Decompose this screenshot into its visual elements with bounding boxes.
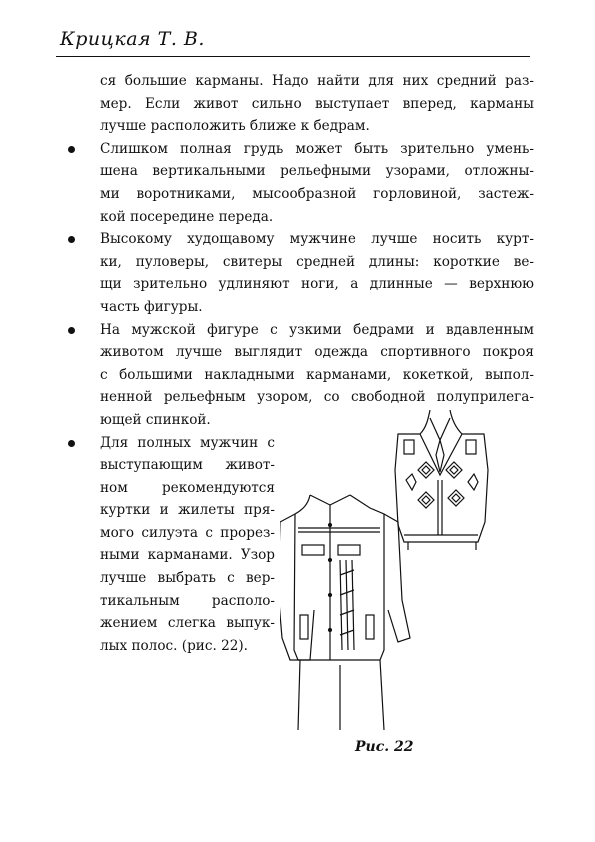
paragraph bbox=[100, 70, 534, 138]
text-line: жением слегка выпук- bbox=[100, 615, 275, 632]
text-line: Слишком полная грудь может быть зрительно умень- bbox=[100, 140, 534, 157]
bullet-icon bbox=[68, 146, 75, 153]
jacket-and-vest-illustration bbox=[280, 410, 560, 740]
vest-drawing bbox=[395, 410, 488, 550]
text-line: кой посередине переда. bbox=[100, 208, 274, 225]
text-line: ными карманами. Узор bbox=[100, 547, 275, 564]
text-line: выступающим живот- bbox=[100, 457, 275, 474]
bullet-icon bbox=[68, 327, 75, 334]
text-line: мого силуэта с прорез- bbox=[100, 524, 275, 541]
page-header bbox=[60, 28, 530, 54]
figure-caption: Рис. 22 bbox=[355, 739, 414, 755]
text-line: с большими накладными карманами, кокеткой, выпол- bbox=[100, 366, 534, 383]
paragraph bbox=[100, 432, 275, 658]
text-line: лучше выбрать с вер- bbox=[100, 570, 275, 587]
text-line: животом лучше выглядит одежда спортивного покроя bbox=[100, 344, 534, 361]
paragraph bbox=[100, 138, 534, 228]
text-line: ющей спинкой. bbox=[100, 411, 211, 428]
bullet-icon bbox=[68, 440, 75, 447]
text-line: ми воротниками, мысообразной горловиной, застеж- bbox=[100, 185, 534, 202]
text-line: лых полос. (рис. 22). bbox=[100, 637, 249, 654]
text-line: Высокому худощавому мужчине лучше носить курт- bbox=[100, 231, 534, 248]
bullet-icon bbox=[68, 236, 75, 243]
text-line: куртки и жилеты пря- bbox=[100, 502, 275, 519]
text-line: шена вертикальными рельефными узорами, отложны- bbox=[100, 163, 534, 180]
text-line: ся большие карманы. Надо найти для них средний раз- bbox=[100, 73, 534, 89]
author-name: Крицкая Т. В. bbox=[60, 28, 205, 50]
jacket-drawing bbox=[280, 495, 410, 730]
text-line: щи зрительно удлиняют ноги, а длинные — верхнюю bbox=[100, 276, 534, 293]
text-line: ненной рельефным узором, со свободной полуприлега- bbox=[100, 389, 534, 406]
header-rule bbox=[56, 56, 530, 57]
paragraph bbox=[100, 228, 534, 318]
text-line: часть фигуры. bbox=[100, 298, 203, 315]
text-line: тикальным располо- bbox=[100, 592, 275, 609]
text-line: На мужской фигуре с узкими бедрами и вдавленным bbox=[100, 321, 534, 338]
text-line: мер. Если живот сильно выступает вперед, карманы bbox=[100, 95, 534, 112]
text-line: лучше расположить ближе к бедрам. bbox=[100, 118, 370, 135]
text-line: Для полных мужчин с bbox=[100, 434, 275, 451]
text-line: ном рекомендуются bbox=[100, 479, 275, 496]
text-line: ки, пуловеры, свитеры средней длины: короткие ве- bbox=[100, 253, 534, 270]
